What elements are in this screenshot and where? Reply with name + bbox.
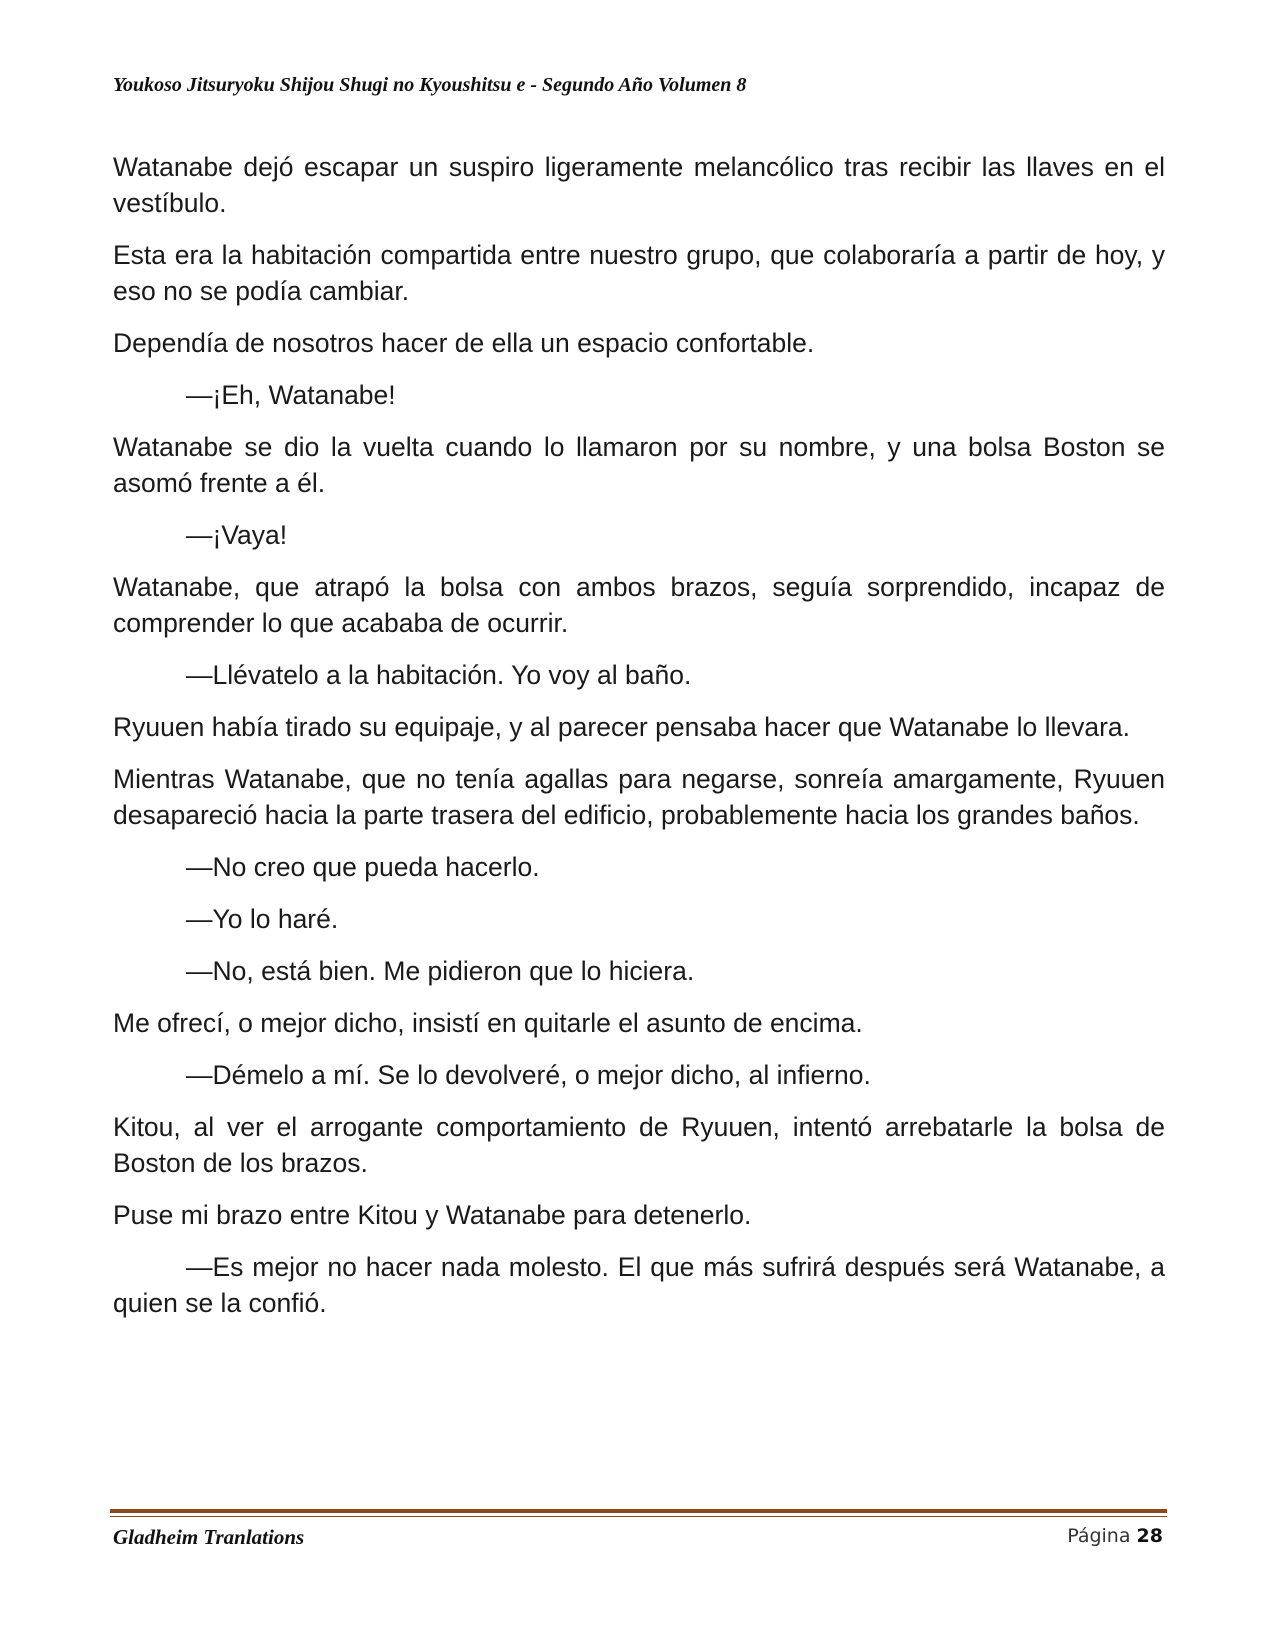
- dialogue-line: —Llévatelo a la habitación. Yo voy al baño.: [186, 660, 692, 690]
- page-label: Página: [1067, 1525, 1131, 1547]
- dialogue-line: —No creo que pueda hacerlo.: [186, 852, 540, 882]
- paragraph: Dependía de nosotros hacer de ella un espacio confortable.: [113, 328, 815, 358]
- paragraph: Watanabe, que atrapó la bolsa con ambos brazos, seguía sorprendido, incapaz de comprender lo que acababa de ocurrir.: [113, 572, 1165, 638]
- footer-divider-thin: [110, 1516, 1167, 1517]
- paragraph: Kitou, al ver el arrogante comportamiento de Ryuuen, intentó arrebatarle la bolsa de Boston de los brazos.: [113, 1112, 1165, 1178]
- paragraph: Puse mi brazo entre Kitou y Watanabe para detenerlo.: [113, 1200, 752, 1230]
- page-header-title: Youkoso Jitsuryoku Shijou Shugi no Kyoushitsu e - Segundo Año Volumen 8: [113, 74, 747, 96]
- footer-credit: Gladheim Tranlations: [113, 1525, 305, 1549]
- dialogue-line: —¡Vaya!: [186, 520, 288, 550]
- dialogue-line: —Es mejor no hacer nada molesto. El que más sufrirá después será Watanabe, a quien se la confió.: [113, 1252, 1165, 1318]
- paragraph: Ryuuen había tirado su equipaje, y al parecer pensaba hacer que Watanabe lo llevara.: [113, 712, 1130, 742]
- page-number-footer: [1067, 1525, 1163, 1547]
- paragraph: Mientras Watanabe, que no tenía agallas para negarse, sonreía amargamente, Ryuuen desapareció hacia la parte trasera del edificio, probablemente hacia los grandes baños.: [113, 764, 1165, 830]
- footer-divider-thick: [110, 1509, 1167, 1513]
- dialogue-line: —¡Eh, Watanabe!: [186, 380, 396, 410]
- page-body: [113, 149, 1165, 1337]
- page-number: 28: [1136, 1525, 1163, 1547]
- paragraph: Watanabe dejó escapar un suspiro ligeramente melancólico tras recibir las llaves en el vestíbulo.: [113, 152, 1165, 218]
- paragraph: Me ofrecí, o mejor dicho, insistí en quitarle el asunto de encima.: [113, 1008, 863, 1038]
- paragraph: Esta era la habitación compartida entre nuestro grupo, que colaboraría a partir de hoy, y eso no se podía cambiar.: [113, 240, 1165, 306]
- paragraph: Watanabe se dio la vuelta cuando lo llamaron por su nombre, y una bolsa Boston se asomó frente a él.: [113, 432, 1165, 498]
- dialogue-line: —Démelo a mí. Se lo devolveré, o mejor dicho, al infierno.: [186, 1060, 871, 1090]
- dialogue-line: —No, está bien. Me pidieron que lo hiciera.: [186, 956, 695, 986]
- dialogue-line: —Yo lo haré.: [186, 904, 339, 934]
